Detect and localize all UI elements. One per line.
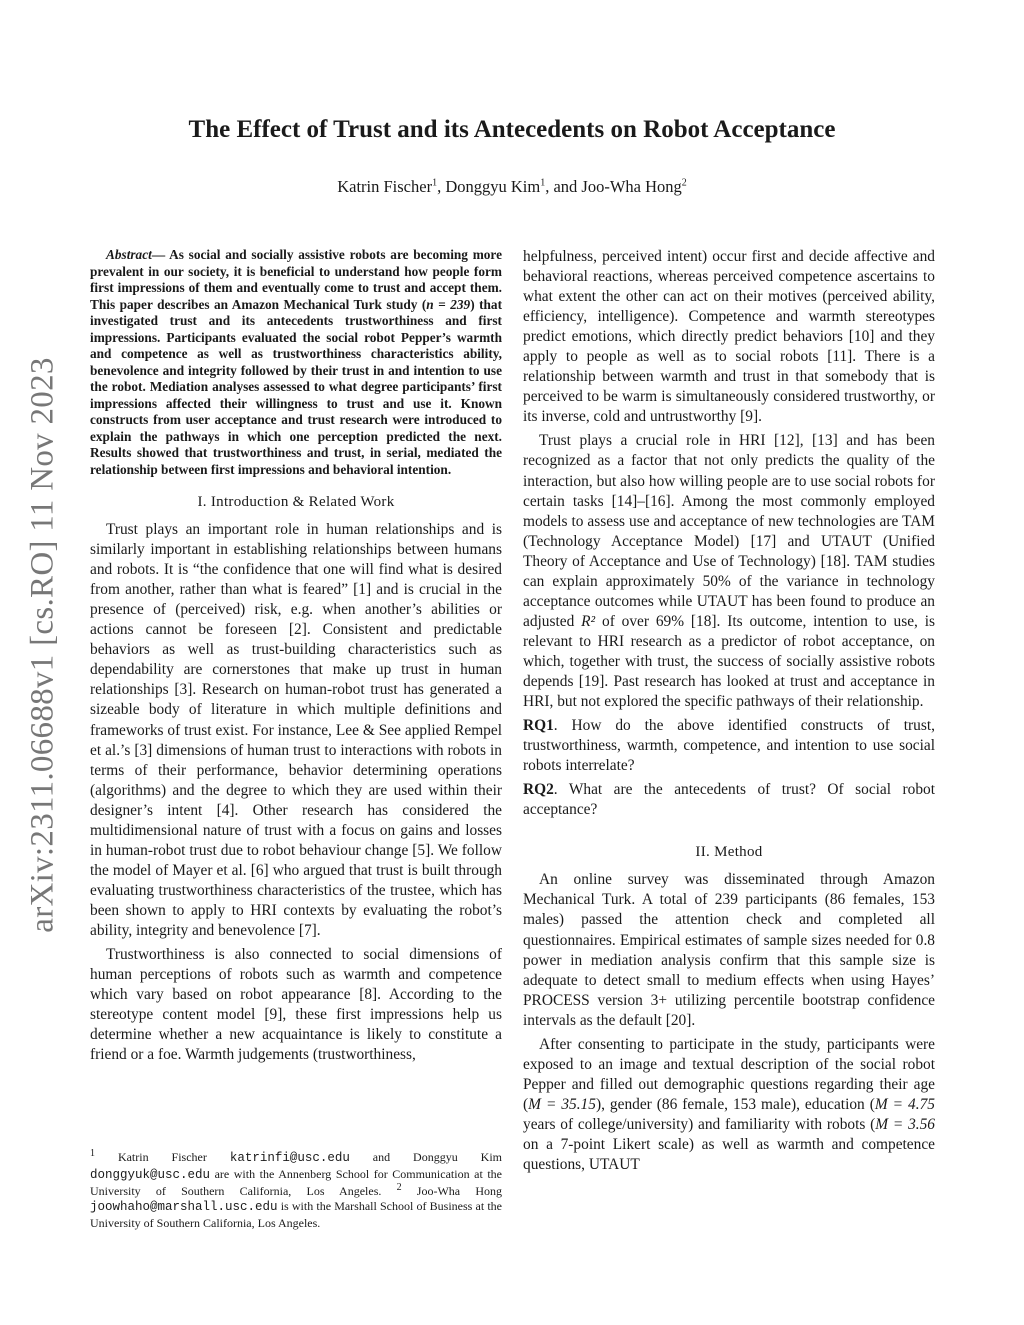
paper-title: The Effect of Trust and its Antecedents on Robot Acceptance bbox=[188, 116, 836, 143]
right-column bbox=[523, 247, 935, 1175]
research-question: RQ2. What are the antecedents of trust? Of social robot acceptance? bbox=[523, 781, 935, 819]
math-inline: M = 35.15 bbox=[528, 1095, 596, 1113]
left-column bbox=[90, 247, 502, 1065]
section-heading: I. Introduction & Related Work bbox=[197, 494, 395, 510]
rq-label: RQ2 bbox=[523, 781, 554, 799]
math-inline: R² bbox=[581, 612, 596, 630]
body-paragraph: After consenting to participate in the study, participants were exposed to an image and textual description of the social robot Pepper and filled out demographic questions regarding their age (M = 35.15), gender (86 female, 153 male), education (M = 4.75 years of college/university) and familiarity with robots (M = 3.56 on a 7-point Likert scale) as well as warmth and competence questions, UTAUT bbox=[523, 1035, 935, 1174]
author-list: Katrin Fischer$^1$, Donggyu Kim$^1$, and Joo-Wha Hong$^2$ bbox=[337, 177, 687, 196]
math-inline: n = 239 bbox=[426, 296, 471, 312]
affiliation-marker: 2 bbox=[681, 177, 687, 189]
abstract: Abstract— As social and socially assistive robots are becoming more prevalent in our society, it is beneficial to understand how people form first impressions of them and eventually come to trust and accept them. This paper describes an Amazon Mechanical Turk study (n = 239) that investigated trust and its antecedents trustworthiness and first impressions. Participants evaluated the social robot Pepper’s warmth and competence as well as trustworthiness characteristics ability, benevolence and integrity followed by their trust in and intention to use the robot. Mediation analyses assessed to what degree participants’ first impressions affected their willingness to trust and use it. Known constructs from user acceptance and trust research were introduced to explain the pathways in which one perception predicted the next. Results showed that trustworthiness and trust, in serial, mediated the relationship between first impressions and behavioral intention. bbox=[90, 247, 502, 477]
footnote: $^1$ Katrin Fischer katrinfi@usc.edu and Donggyu Kim donggyuk@usc.edu are with the Annenberg School for Communication at the University of Southern California, Los Angeles. $^2$ Joo-Wha Hong joowhaho@marshall.usc.edu is with the Marshall School of Business at the University of Southern California, Los Angeles. bbox=[90, 1148, 503, 1231]
author-name: Donggyu Kim bbox=[445, 177, 541, 196]
body-paragraph: Trust plays an important role in human relationships and is similarly important in establishing relationships between humans and robots. It is “the confidence that one will find what is desired from another, rather than what is feared” [1] and is crucial in the presence of (perceived) risk, e.g. when another’s abilities or actions cannot be foreseen [2]. Consistent and predictable behaviors as well as trust-building characteristics such as dependability are cornerstones that make up trust in human relationships [3]. Research on human-robot trust has generated a sizeable body of literature in which multiple definitions and frameworks of trust exist. For instance, Lee & See applied Rempel et al.’s [3] dimensions of human trust to interactions with robots in terms of their performance, behavior determining operations (algorithms) and the degree to which they are used within their designer’s intent [4]. Other research has considered the multidimensional nature of trust with a focus on gains and losses in human-robot trust due to robot behaviour change [5]. We follow the model of Mayer et al. [6] who argued that trust is built through evaluating trustworthiness characteristics of the trustee, which has been shown to apply to HRI contexts by evaluating the robot’s ability, integrity and benevolence [7]. bbox=[90, 521, 502, 939]
body-paragraph: An online survey was disseminated through Amazon Mechanical Turk. A total of 239 participants (86 females, 153 males) passed the attention check and completed all questionnaires. Empirical estimates of sample sizes needed for 0.8 power in mediation analysis confirm that this sample size is adequate to detect small to medium effects when using Hayes’ PROCESS version 3+ utilizing percentile bootstrap confidence intervals as the default [20]. bbox=[523, 871, 935, 1029]
affiliation-marker: 1 bbox=[432, 177, 438, 189]
math-inline: M = 3.56 bbox=[875, 1115, 935, 1133]
author-name: Joo-Wha Hong bbox=[581, 177, 682, 196]
body-paragraph: helpfulness, perceived intent) occur first and decide affective and behavioral reactions, whereas perceived competence ascertains to what extent the other can act on their motives (perceived ability, efficiency, intelligence). Competence and warmth stereotypes predict emotions, which directly predict behaviors [10] and they apply to people as well as to social robots [11]. There is a relationship between warmth and trust in that somebody that is perceived to be warm is simultaneously considered trustworthy, or its inverse, cold and untrustworthy [9]. bbox=[523, 248, 935, 426]
math-inline: M = 4.75 bbox=[874, 1095, 935, 1113]
affiliation-marker: 1 bbox=[540, 177, 546, 189]
rq-label: RQ1 bbox=[523, 717, 554, 735]
body-paragraph: Trustworthiness is also connected to social dimensions of human perceptions of robots such as warmth and competence which vary based on robot appearance [8]. According to the stereotype content model [9], these first impressions help us determine whether a new acquaintance is likely to constitute a friend or a foe. Warmth judgements (trustworthiness, bbox=[90, 946, 502, 1064]
author-name: Katrin Fischer bbox=[337, 177, 433, 196]
arxiv-id-label: arXiv:2311.06688v1 [cs.RO] 11 Nov 2023 bbox=[24, 357, 61, 933]
abstract-label: Abstract bbox=[106, 247, 152, 262]
email-link[interactable]: katrinfi@usc.edu bbox=[229, 1151, 350, 1165]
email-link[interactable]: joowhaho@marshall.usc.edu bbox=[90, 1200, 278, 1215]
research-question: RQ1. How do the above identified constructs of trust, trustworthiness, warmth, competence, and intention to use social robots interrelate? bbox=[523, 717, 935, 775]
section-heading: II. Method bbox=[695, 844, 763, 861]
email-link[interactable]: donggyuk@usc.edu bbox=[90, 1167, 211, 1182]
arxiv-identifier-sidebar bbox=[18, 340, 68, 950]
body-paragraph: Trust plays a crucial role in HRI [12], [13] and has been recognized as a factor that not only predicts the quality of the interaction, but also how willing people are to use social robots for certain tasks [14]–[16]. Among the most commonly employed models to assess use and acceptance of new technologies are TAM (Technology Acceptance Model) [17] and UTAUT (Unified Theory of Acceptance and Use of Technology) [18]. TAM studies can explain approximately 50% of the variance in technology acceptance outcomes while UTAUT has been found to produce an adjusted R² of over 69% [18]. Its outcome, intention to use, is relevant to HRI research as a predictor of robot acceptance, on which, together with trust, the success of socially assistive robots depends [19]. Past research has looked at trust and acceptance in HRI, but not explored the specific pathways of their relationship. bbox=[523, 432, 935, 711]
